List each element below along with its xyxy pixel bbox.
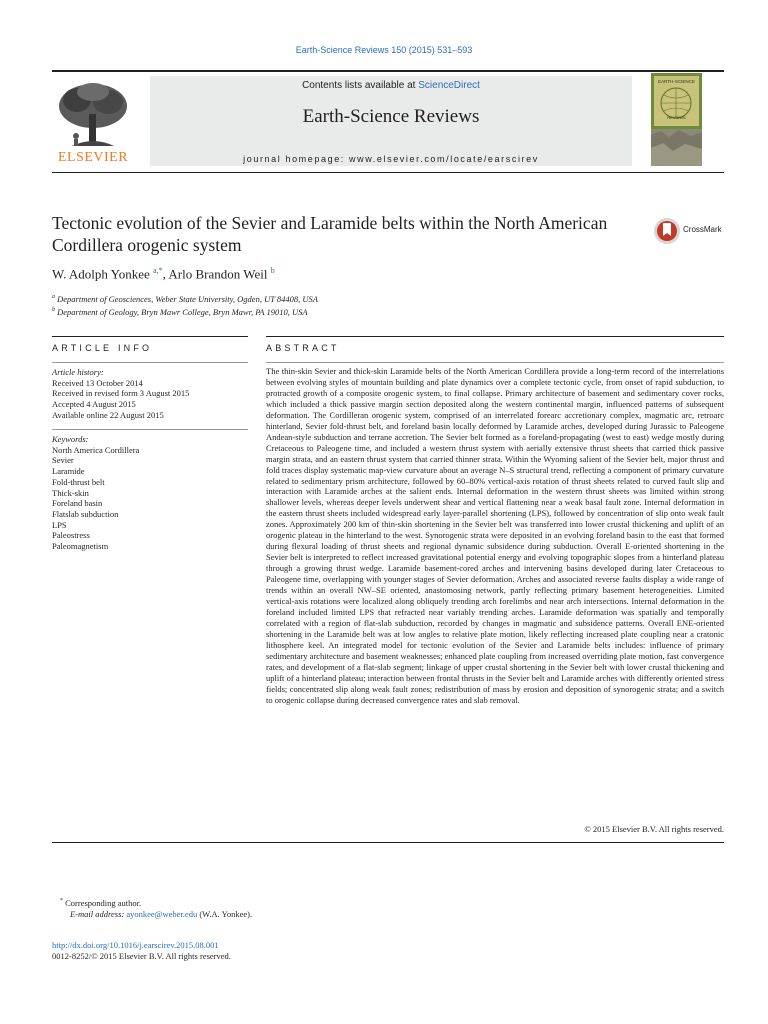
keyword-item: Paleostress — [52, 530, 90, 541]
keyword-item: Laramide — [52, 466, 85, 477]
keyword-item: Paleomagnetism — [52, 541, 109, 552]
crossmark-badge[interactable] — [653, 216, 733, 246]
cover-title: EARTH-SCIENCE — [658, 79, 695, 84]
keyword-item: Foreland basin — [52, 498, 103, 509]
journal-cover-image — [651, 73, 702, 166]
author-list — [52, 266, 275, 282]
abstract-heading: ABSTRACT — [266, 343, 340, 353]
keyword-item: Thick-skin — [52, 487, 89, 498]
abstract-text: The thin-skin Sevier and thick-skin Laramide belts of the North American Cordillera provide a long-term record of the interrelations between evolving styles of mountain building and plate dynamics over a complete tectonic cycle, from onset of rapid subduction, to protracted growth of a composite orogenic system, to final collapse. Primary architecture of basement and sedimentary cover rocks, which included a thick passive margin section deposited along the western continental margin, influenced patterns of subsequent deformation. The Cordilleran orogenic system, comprised of an interrelated forearc accretionary complex, magmatic arc, retroarc hinterland, Sevier fold-thrust belt, and foreland basin locally deformed by Laramide arches, developed during Jurassic to Paleogene Andean-style subduction and terrane accretion. The Sevier belt formed as a foreland-propagating (west to east) wedge mostly during Cretaceous to Paleogene time, and included a western thrust system with aerially extensive thrust sheets that carried thick passive margin strata, and an eastern thrust system that carried thinner strata. Within the Wyoming salient of the Sevier belt, major thrust and fold traces display systematic map-view curvature about an average N–S structural trend, reflecting a component of primary curvature related to sedimentary prism architecture, followed by 60–80% vertical-axis rotation of thrust sheets related to curved fault slip and interaction with Laramide arches at the salient ends. Internal deformation in the western thrust sheets was limited within strong shallower levels, whereas deeper levels underwent shear and vertical flattening near a weak basal fault zone. Internal deformation in the eastern thrust sheets included widespread early layer-parallel shortening (LPS), followed by concentration of slip onto weak fault zones. Approximately 200 km of thin-skin shortening in the Sevier belt was transferred into lower crustal thickening and uplift of an orogenic plateau in the hinterland to the west. Synorogenic strata were deposited in an evolving foreland basin to the east that formed during flexural loading of thrust sheets and regional dynamic subsidence during subduction. Overall E-oriented shortening in the Sevier belt is interpreted to reflect increased gravitational potential energy and evolving topographic slopes from a hinterland plateau through a growing thrust wedge. Laramide basement-cored arches and intervening basins developed during later Cretaceous to Paleogene time, overlapping with younger stages of Sevier deformation. Arches and associated reverse faults display a wide range of trends within an overall NW–SE oriented, anastomosing network, partly reflecting primary basement heterogeneities. Limited vertical-axis rotations were localized along obliquely trending arch forelimbs and near arch intersections. Internal deformation in the foreland included limited LPS that refracted near variably trending arches. Laramide deformation was spatially and temporally correlated with a region of flat-slab subduction, recorded by changes in magmatic and subsidence patterns. Overall ENE-oriented shortening in the Laramide belt was at low angles to relative plate motion, likely reflecting increased plate coupling near a cratonic lithosphere keel. An integrated model for tectonic evolution of the Sevier and Laramide belts includes: influence of primary sedimentary architecture and basement weaknesses; enhanced plate coupling from increased overriding plate motion, fast convergence rates, and development of a flat-slab segment; linkage of upper crustal shortening in the Sevier belt with lower crustal thickening and uplift of a hinterland plateau; interaction between frontal thrusts in the Sevier belt and Laramide arches with differently oriented stress fields; concentrated slip along weak fault zones; redistribution of mass by erosion and deposition of synorogenic strata; and a switch to orogenic collapse during decreased convergence rates and slab removal. — [266, 366, 724, 705]
author-separator: , — [162, 266, 169, 282]
keyword-item: Sevier — [52, 455, 74, 466]
keyword-item: Fold-thrust belt — [52, 476, 105, 487]
doi-block — [52, 940, 231, 962]
cover-subtitle: REVIEWS — [667, 115, 686, 120]
affiliations — [52, 292, 318, 318]
top-rule — [52, 70, 724, 72]
keywords — [52, 434, 248, 552]
abstract-copyright: © 2015 Elsevier B.V. All rights reserved. — [584, 824, 724, 834]
history-item: Received in revised form 3 August 2015 — [52, 388, 190, 399]
keywords-label: Keywords: — [52, 434, 89, 444]
article-info-top-rule — [52, 336, 248, 337]
journal-title: Earth-Science Reviews — [302, 106, 480, 127]
history-item: Received 13 October 2014 — [52, 377, 143, 388]
affiliation-item: $^b$ Department of Geology, Bryn Mawr College, Bryn Mawr, PA 19010, USA — [52, 306, 308, 317]
history-item: Accepted 4 August 2015 — [52, 399, 136, 410]
issn-line: 0012-8252/© 2015 Elsevier B.V. All rights reserved. — [52, 950, 231, 961]
keyword-item: North America Cordillera — [52, 444, 140, 455]
keyword-item: Flatslab subduction — [52, 508, 119, 519]
contents-prefix: Contents lists available at — [302, 80, 419, 91]
crossmark-label: CrossMark — [683, 225, 722, 234]
elsevier-wordmark: ELSEVIER — [57, 150, 129, 165]
elsevier-logo — [52, 78, 134, 166]
email-suffix: (W.A. Yonkee). — [199, 908, 253, 919]
header-rule — [52, 172, 724, 173]
abstract-bottom-rule — [52, 842, 724, 843]
author-name: W. Adolph Yonkee — [52, 266, 150, 282]
article-info-divider — [52, 362, 248, 363]
history-item: Available online 22 August 2015 — [52, 409, 164, 420]
contents-available — [150, 80, 632, 91]
corresponding-label: Corresponding author. — [65, 897, 142, 908]
author-name: Arlo Brandon Weil — [168, 266, 268, 282]
author-affiliation-marker[interactable]: b — [270, 266, 275, 275]
article-history — [52, 367, 248, 421]
keyword-item: LPS — [52, 519, 67, 530]
journal-reference[interactable]: Earth-Science Reviews 150 (2015) 531–593 — [295, 45, 473, 55]
article-title: Tectonic evolution of the Sevier and Laramide belts within the North American Cordillera orogenic system — [52, 213, 608, 255]
article-info-heading: ARTICLE INFO — [52, 343, 153, 353]
abstract-divider — [266, 362, 724, 363]
author-affiliation-marker[interactable]: a,* — [153, 266, 163, 275]
keywords-divider — [52, 429, 248, 430]
email-label: E-mail address: — [70, 908, 125, 919]
crossmark-icon — [653, 216, 681, 246]
affiliation-item: $^a$ Department of Geosciences, Weber State University, Ogden, UT 84408, USA — [52, 293, 318, 304]
corresponding-author-footnote — [52, 896, 252, 920]
journal-homepage[interactable]: journal homepage: www.elsevier.com/locate/earscirev — [243, 154, 539, 164]
sciencedirect-link[interactable]: ScienceDirect — [418, 80, 480, 91]
corresponding-marker: * — [60, 898, 63, 904]
email-link[interactable]: ayonkee@weber.edu — [126, 908, 198, 919]
abstract-top-rule — [266, 336, 724, 337]
doi-link[interactable]: http://dx.doi.org/10.1016/j.earscirev.2015.08.001 — [52, 940, 219, 950]
article-history-label: Article history: — [52, 367, 104, 377]
